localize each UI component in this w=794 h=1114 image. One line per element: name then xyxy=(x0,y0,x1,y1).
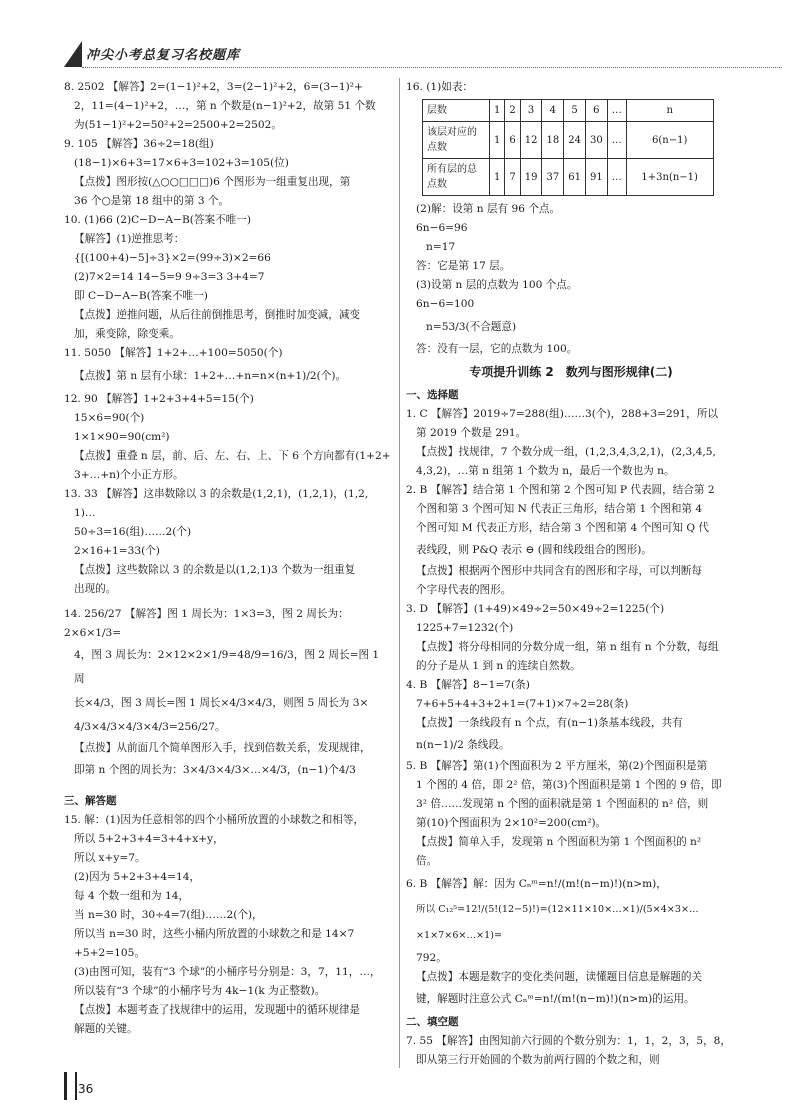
line: (2)解：设第 n 层有 96 个点。 xyxy=(416,203,561,215)
line: 即第 n 个图的周长为：3×4/3×4/3×…×4/3，(n−1)个4/3 xyxy=(74,764,356,776)
line: 36 个○是第 18 组中的第 3 个。 xyxy=(74,195,230,207)
line: 长×4/3，图 3 周长=图 1 周长×4/3×4/3，则图 5 周长为 3× xyxy=(74,697,369,709)
line: 【点拨】这些数除以 3 的余数是以(1,2,1)3 个数为一组重复 xyxy=(74,564,356,576)
header-rule xyxy=(82,67,782,68)
left-column xyxy=(64,78,392,1039)
table-row xyxy=(423,159,714,196)
line: 【点拨】本题是数字的变化类问题，读懂题目信息是解题的关 xyxy=(416,971,703,983)
line: 2，11=(4−1)²+2，…，第 n 个数是(n−1)²+2，故第 51 个数 xyxy=(74,100,376,112)
table-cell: 1 xyxy=(490,122,505,159)
line: 【点拨】一条线段有 n 个点，有(n−1)条基本线段，共有 xyxy=(416,717,683,729)
line: 2×16+1=33(个) xyxy=(74,545,160,557)
line: 解题的关键。 xyxy=(74,1023,138,1035)
table-cell: 30 xyxy=(585,122,607,159)
line: 个图和第 3 个图可知 N 代表正三角形，结合第 1 个图和第 4 xyxy=(416,503,703,515)
page-number: 36 xyxy=(78,1082,94,1096)
line: +5+2=105。 xyxy=(74,947,145,959)
line: 16. (1)如表： xyxy=(406,81,474,93)
line: 4，图 3 周长为：2×12×2×1/9=48/9=16/3，图 2 周长=图 1 周 xyxy=(74,649,380,685)
line: 个字母代表的图形。 xyxy=(416,584,512,596)
line: 第(10)个图面积为 2×10²=200(cm²)。 xyxy=(416,817,607,829)
line: 【点拨】图形按(△○○□□□)6 个图形为一组重复出现，第 xyxy=(74,176,351,188)
table-cell: 18 xyxy=(542,122,564,159)
table-cell: 所有层的总点数 xyxy=(423,159,490,196)
line: 792。 xyxy=(416,952,447,964)
line: 3+…+n)个小正方形。 xyxy=(74,469,184,481)
line: 每 4 个数一组和为 14， xyxy=(74,890,190,902)
line: 【点拨】简单入手，发现第 n 个图面积为第 1 个图面积的 n² xyxy=(416,836,702,848)
line: 14. 256/27 【解答】图 1 周长为：1×3=3，图 2 周长为：2×6×1/3= xyxy=(64,608,349,639)
line: 所以装有“3 个球”的小桶序号为 4k−1(k 为正整数)。 xyxy=(74,985,326,997)
line: 所以当 n=30 时，这些小桶内所放置的小球数之和是 14×7 xyxy=(74,928,355,940)
line: 当 n=30 时，30÷4=7(组)……2(个)， xyxy=(74,909,263,921)
line: 1)… xyxy=(74,507,96,519)
table-cell: 1+3n(n−1) xyxy=(626,159,713,196)
line: 3² 倍……发现第 n 个图的面积就是第 1 个图面积的 n² 倍，则 xyxy=(416,798,709,810)
line: 3. D 【解答】(1+49)×49÷2=50×49÷2=1225(个) xyxy=(406,603,665,615)
line: 即 C−D−A−B(答案不唯一) xyxy=(74,290,208,302)
line: 【点拨】第 n 层有小球：1+2+…+n=n×(n+1)/2(个)。 xyxy=(74,370,347,382)
line: 的分子是从 1 到 n 的连续自然数。 xyxy=(416,660,581,672)
line: 答：没有一层，它的点数为 100。 xyxy=(416,343,578,355)
section-heading: 三、解答题 xyxy=(64,795,117,807)
line: 9. 105 【解答】36÷2=18(组) xyxy=(64,138,214,150)
table-cell: 1 xyxy=(490,100,505,122)
line: 4/3×4/3×4/3×4/3=256/27。 xyxy=(74,721,226,733)
line: 【点拨】从前面几个简单图形入手，找到倍数关系，发现规律， xyxy=(74,742,371,754)
line: n=17 xyxy=(426,241,456,253)
line: 15. 解：(1)因为任意相邻的四个小桶所放置的小球数之和相等， xyxy=(64,814,365,826)
section-title: 专项提升训练 2 数列与图形规律(二) xyxy=(469,365,673,379)
line: 6. B 【解答】解：因为 Cₙᵐ=n!/(m!(n−m)!)(n>m)， xyxy=(406,878,667,890)
line: 13. 33 【解答】这串数除以 3 的余数是(1,2,1)，(1,2,1)，(1,2, xyxy=(64,488,369,500)
line: 1 个图的 4 倍，即 2² 倍，第(3)个图面积是第 1 个图的 9 倍，即 xyxy=(416,779,722,791)
layer-table xyxy=(422,99,714,196)
line: {[(100+4)−5]÷3}×2=(99÷3)×2=66 xyxy=(74,252,271,264)
table-cell: 该层对应的点数 xyxy=(423,122,490,159)
line: 【点拨】根据两个图形中共同含有的图形和字母，可以判断每 xyxy=(416,565,703,577)
line: 答：它是第 17 层。 xyxy=(416,260,511,272)
table-cell: 层数 xyxy=(423,100,490,122)
page-number-ornament xyxy=(64,1072,77,1100)
line: 表线段，则 P&Q 表示 ⊖ (圆和线段组合的图形)。 xyxy=(416,544,652,556)
section-heading: 一、选择题 xyxy=(406,389,459,401)
line: (3)由图可知，装有“3 个球”的小桶序号分别是：3，7，11，…， xyxy=(74,966,381,978)
line: 11. 5050 【解答】1+2+…+100=5050(个) xyxy=(64,347,283,359)
line: (2)因为 5+2+3+4=14， xyxy=(74,871,201,883)
line: 所以 x+y=7。 xyxy=(74,852,146,864)
table-cell: 6(n−1) xyxy=(626,122,713,159)
line: 即从第三行开始圆的个数为前两行圆的个数之和，则 xyxy=(416,1054,660,1066)
table-cell: 61 xyxy=(564,159,586,196)
line: 【点拨】找规律，7 个数分成一组，(1,2,3,4,3,2,1)，(2,3,4,5, xyxy=(416,446,716,458)
table-cell: 6 xyxy=(505,122,520,159)
table-cell: 1 xyxy=(490,159,505,196)
table-cell: … xyxy=(607,122,626,159)
line: 10. (1)66 (2)C−D−A−B(答案不唯一) xyxy=(64,214,251,226)
line: 6n−6=96 xyxy=(416,222,468,234)
line: 7. 55 【解答】由图知前六行圆的个数分别为：1，1，2，3，5，8， xyxy=(406,1035,732,1047)
header-ornament xyxy=(64,41,82,67)
line: 8. 2502 【解答】2=(1−1)²+2，3=(2−1)²+2，6=(3−1)²+ xyxy=(64,81,363,93)
table-cell: 3 xyxy=(520,100,542,122)
line: 12. 90 【解答】1+2+3+4+5=15(个) xyxy=(64,393,254,405)
line: 所以 5+2+3+4=3+4+x+y， xyxy=(74,833,224,845)
line: 7+6+5+4+3+2+1=(7+1)×7÷2=28(条) xyxy=(416,698,629,710)
table-cell: 6 xyxy=(585,100,607,122)
table-cell: 2 xyxy=(505,100,520,122)
line: n=53/3(不合题意) xyxy=(426,321,517,333)
line: 为(51−1)²+2=50²+2=2500+2=2502。 xyxy=(74,119,282,131)
line: 5. B 【解答】第(1)个图面积为 2 平方厘米，第(2)个图面积是第 xyxy=(406,760,708,772)
table-cell: 24 xyxy=(564,122,586,159)
table-cell: n xyxy=(626,100,713,122)
line: 4. B 【解答】8−1=7(条) xyxy=(406,679,530,691)
line: n(n−1)/2 条线段。 xyxy=(416,739,510,751)
line: 【点拨】逆推问题，从后往前倒推思考，倒推时加变减，减变 xyxy=(74,309,361,321)
line: 【点拨】将分母相同的分数分成一组，第 n 组有 n 个分数，每组 xyxy=(416,641,719,653)
table-cell: 37 xyxy=(542,159,564,196)
line: 倍。 xyxy=(416,855,438,867)
line: 2. B 【解答】结合第 1 个图和第 2 个图可知 P 代表圆，结合第 2 xyxy=(406,484,715,496)
line: 15×6=90(个) xyxy=(74,412,145,424)
section-heading: 二、填空题 xyxy=(406,1016,459,1028)
line: 键，解题时注意公式 Cₙᵐ=n!/(m!(n−m)!)(n>m)的运用。 xyxy=(416,993,695,1005)
line: 第 2019 个数是 291。 xyxy=(416,427,527,439)
right-column xyxy=(406,78,736,1070)
table-cell: 4 xyxy=(542,100,564,122)
table-cell: 12 xyxy=(520,122,542,159)
line: 4,3,2)，…第 n 组第 1 个数为 n，最后一个数也为 n。 xyxy=(416,465,675,477)
line: 个图可知 M 代表正方形，结合第 3 个图和第 4 个图可知 Q 代 xyxy=(416,522,710,534)
table-row xyxy=(423,100,714,122)
line: 1. C 【解答】2019÷7=288(组)……3(个)，288+3=291，所以 xyxy=(406,408,718,420)
table-cell: 7 xyxy=(505,159,520,196)
line: 1225+7=1232(个) xyxy=(416,622,514,634)
table-cell: 19 xyxy=(520,159,542,196)
header-title: 冲尖小考总复习名校题库 xyxy=(86,48,241,63)
line: 所以 C₁₂⁵=12!/(5!(12−5)!)=(12×11×10×…×1)/(5×4×3×…×1×7×6×…×1)= xyxy=(416,904,699,941)
line: (2)7×2=14 14−5=9 9÷3=3 3+4=7 xyxy=(74,271,265,283)
table-cell: 5 xyxy=(564,100,586,122)
line: (18−1)×6+3=17×6+3=102+3=105(位) xyxy=(74,157,289,169)
line: 50÷3=16(组)……2(个) xyxy=(74,526,192,538)
table-cell: … xyxy=(607,159,626,196)
line: 1×1×90=90(cm²) xyxy=(74,431,170,443)
table-row xyxy=(423,122,714,159)
line: 【解答】(1)逆推思考： xyxy=(74,233,185,245)
table-cell: 91 xyxy=(585,159,607,196)
line: 出现的。 xyxy=(74,583,117,595)
line: 加，乘变除，除变乘。 xyxy=(74,328,180,340)
line: (3)设第 n 层的点数为 100 个点。 xyxy=(416,279,578,291)
line: 【点拨】重叠 n 层，前、后、左、右、上、下 6 个方向都有(1+2+ xyxy=(74,450,391,462)
line: 6n−6=100 xyxy=(416,298,475,310)
line: 【点拨】本题考查了找规律中的运用，发现题中的循环规律是 xyxy=(74,1004,361,1016)
table-cell: … xyxy=(607,100,626,122)
column-divider xyxy=(399,78,400,1068)
